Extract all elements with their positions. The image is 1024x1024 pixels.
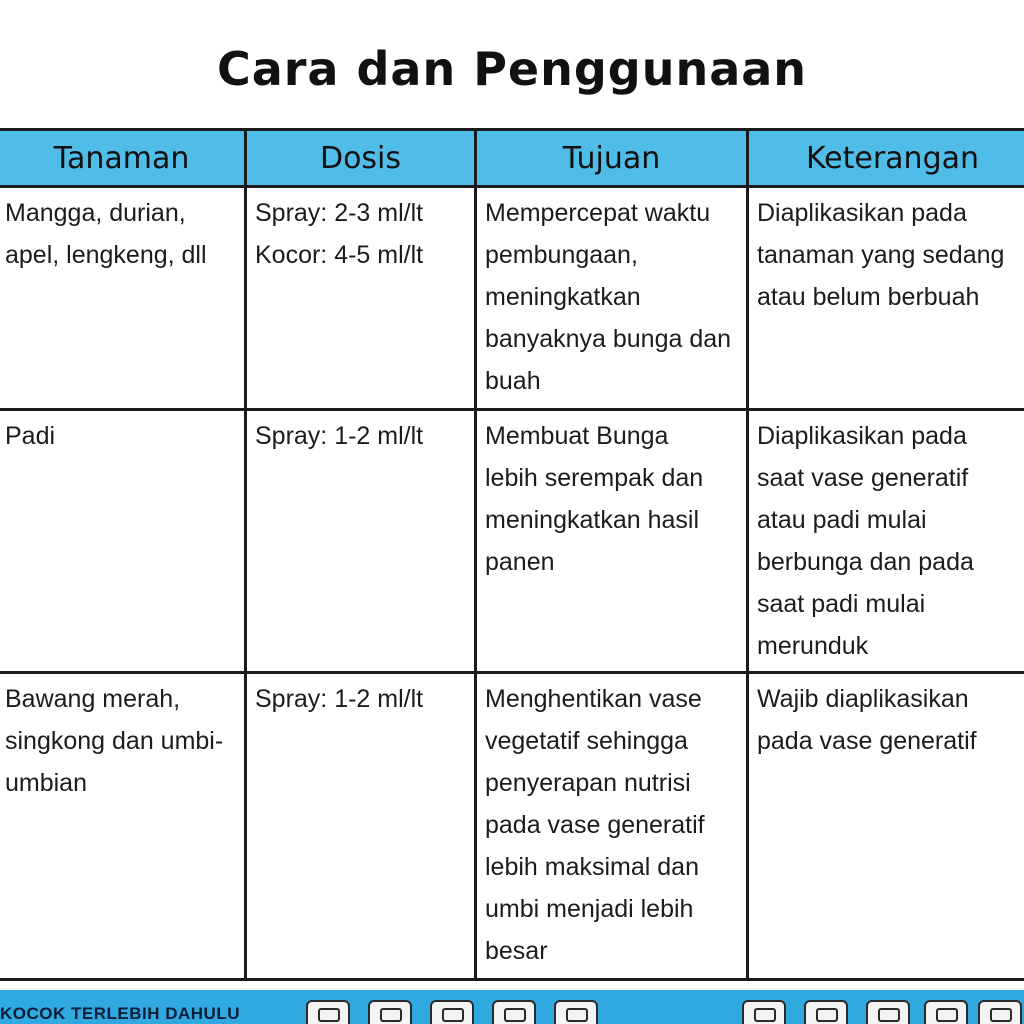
cell-tanaman: Padi <box>0 410 246 673</box>
footer-text: KOCOK TERLEBIH DAHULU <box>0 1004 240 1023</box>
page-title: Cara dan Penggunaan <box>216 42 808 96</box>
safety-pictogram-icon <box>866 1000 910 1024</box>
cell-dosis: Spray: 1-2 ml/lt <box>246 410 476 673</box>
table-row <box>0 673 1024 980</box>
safety-pictogram-icon <box>368 1000 412 1024</box>
table-header-row <box>0 130 1024 187</box>
cell-tanaman: Mangga, durian, apel, lengkeng, dll <box>0 187 246 410</box>
cell-keterangan: Wajib diaplikasikan pada vase generatif <box>748 673 1024 980</box>
column-header-dosis: Dosis <box>246 130 476 187</box>
table-row <box>0 187 1024 410</box>
safety-pictogram-icon <box>978 1000 1022 1024</box>
safety-pictogram-icon <box>430 1000 474 1024</box>
cell-keterangan: Diaplikasikan pada saat vase generatif atau padi mulai berbunga dan pada saat padi mulai merunduk <box>748 410 1024 673</box>
cell-keterangan: Diaplikasikan pada tanaman yang sedang atau belum berbuah <box>748 187 1024 410</box>
table-row <box>0 410 1024 673</box>
cell-tujuan: Menghentikan vase vegetatif sehingga penyerapan nutrisi pada vase generatif lebih maksimal dan umbi menjadi lebih besar <box>476 673 748 980</box>
cell-tanaman: Bawang merah, singkong dan umbi- umbian <box>0 673 246 980</box>
cell-dosis: Spray: 1-2 ml/lt <box>246 673 476 980</box>
column-header-keterangan: Keterangan <box>748 130 1024 187</box>
cell-tujuan: Mempercepat waktu pembungaan, meningkatkan banyaknya bunga dan buah <box>476 187 748 410</box>
usage-table <box>0 128 1024 981</box>
safety-pictogram-icon <box>492 1000 536 1024</box>
cell-dosis: Spray: 2-3 ml/lt Kocor: 4-5 ml/lt <box>246 187 476 410</box>
safety-pictogram-icon <box>306 1000 350 1024</box>
safety-pictogram-icon <box>554 1000 598 1024</box>
column-header-tanaman: Tanaman <box>0 130 246 187</box>
column-header-tujuan: Tujuan <box>476 130 748 187</box>
cell-tujuan: Membuat Bunga lebih serempak dan meningkatkan hasil panen <box>476 410 748 673</box>
safety-pictogram-icon <box>924 1000 968 1024</box>
safety-pictogram-icon <box>804 1000 848 1024</box>
safety-pictogram-icon <box>742 1000 786 1024</box>
